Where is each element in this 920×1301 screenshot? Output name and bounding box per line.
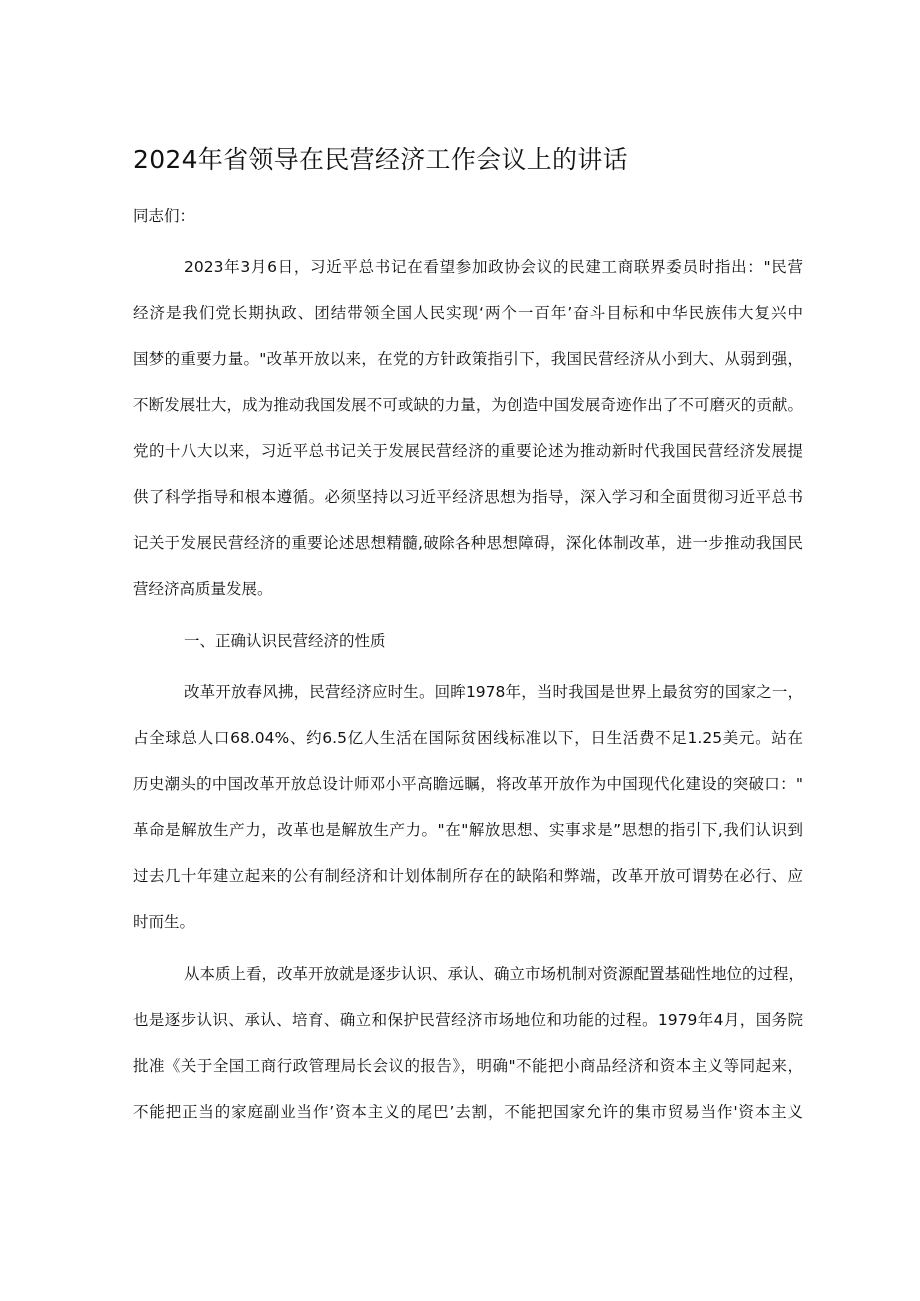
- paragraph-3-line: 不能把正当的家庭副业当作’资本主义的尾巴’去割，不能把国家允许的集市贸易当作'资本主义: [133, 1103, 803, 1121]
- paragraph-1-line: 记关于发展民营经济的重要论述思想精髓,破除各种思想障碍，深化体制改革，进一步推动我国民: [133, 534, 803, 552]
- paragraph-1-line: 不断发展壮大，成为推动我国发展不可或缺的力量，为创造中国发展奇迹作出了不可磨灭的贡献。: [133, 396, 803, 414]
- paragraph-1-line: 党的十八大以来，习近平总书记关于发展民营经济的重要论述为推动新时代我国民营经济发展提: [133, 442, 803, 460]
- paragraph-1-line: 营经济高质量发展。: [133, 580, 273, 598]
- paragraph-2-line: 时而生。: [133, 913, 196, 931]
- paragraph-3-line: 也是逐步认识、承认、培育、确立和保护民营经济市场地位和功能的过程。1979年4月，国务院: [133, 1011, 803, 1029]
- paragraph-2-line: 改革开放春风拂，民营经济应时生。回眸1978年，当时我国是世界上最贫穷的国家之一，: [184, 683, 803, 701]
- section-heading-1: 一、正确认识民营经济的性质: [184, 632, 386, 650]
- paragraph-1-line: 2023年3月6日，习近平总书记在看望参加政协会议的民建工商联界委员时指出："民营: [184, 258, 803, 276]
- greeting: 同志们：: [133, 207, 196, 225]
- paragraph-1-line: 国梦的重要力量。"改革开放以来，在党的方针政策指引下，我国民营经济从小到大、从弱到强，: [133, 350, 803, 368]
- paragraph-3-line: 批准《关于全国工商行政管理局长会议的报告》，明确"不能把小商品经济和资本主义等同起来，: [133, 1057, 803, 1075]
- paragraph-2-line: 占全球总人口68.04%、约6.5亿人生活在国际贫困线标准以下，日生活费不足1.25美元。站在: [133, 729, 803, 747]
- paragraph-1-line: 经济是我们党长期执政、团结带领全国人民实现‘两个一百年’奋斗目标和中华民族伟大复兴中: [133, 304, 803, 322]
- paragraph-1-line: 供了科学指导和根本遵循。必须坚持以习近平经济思想为指导，深入学习和全面贯彻习近平总书: [133, 488, 803, 506]
- paragraph-2-line: 历史潮头的中国改革开放总设计师邓小平高瞻远瞩，将改革开放作为中国现代化建设的突破口：": [133, 775, 803, 793]
- paragraph-2-line: 革命是解放生产力，改革也是解放生产力。"在"解放思想、实事求是”思想的指引下,我们认识到: [133, 821, 803, 839]
- paragraph-3-line: 从本质上看，改革开放就是逐步认识、承认、确立市场机制对资源配置基础性地位的过程，: [184, 965, 805, 983]
- paragraph-2-line: 过去几十年建立起来的公有制经济和计划体制所存在的缺陷和弊端，改革开放可谓势在必行、应: [133, 867, 803, 885]
- document-title: 2024年省领导在民营经济工作会议上的讲话: [133, 145, 628, 174]
